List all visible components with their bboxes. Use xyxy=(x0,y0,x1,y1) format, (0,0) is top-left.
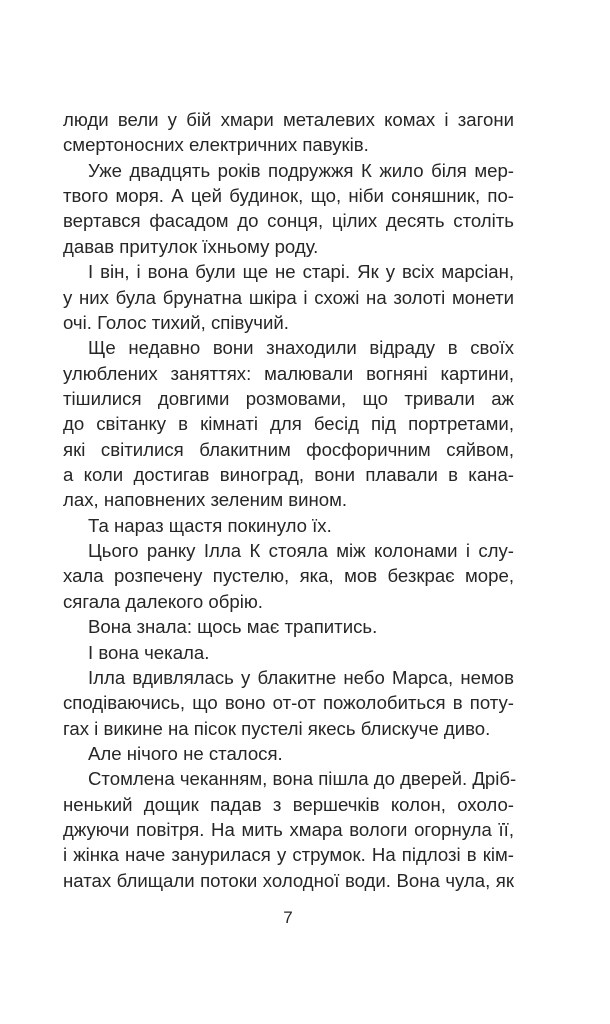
paragraph xyxy=(63,766,517,893)
paragraph xyxy=(63,513,514,538)
text-line: хала розпечену пустелю, яка, мов безкрає море, xyxy=(63,565,514,587)
page-body-text xyxy=(63,107,517,893)
text-line: ненький дощик падав з вершечків колон, охоло- xyxy=(63,793,514,815)
page-number: 7 xyxy=(283,908,293,927)
text-line: і жінка наче занурилася у струмок. На підлозі в кім- xyxy=(63,844,514,866)
text-line: у них була брунатна шкіра і схожі на золоті монети xyxy=(63,286,514,308)
text-line: Ще недавно вони знаходили відраду в своїх xyxy=(88,337,514,359)
paragraph xyxy=(63,665,514,741)
text-line: лах, наповнених зеленим вином. xyxy=(63,489,348,511)
text-line: до світанку в кімнаті для бесід під портретами, xyxy=(63,413,514,435)
paragraph xyxy=(63,614,514,639)
paragraph xyxy=(63,335,514,513)
paragraph xyxy=(63,158,514,259)
text-line: давав притулок їхньому роду. xyxy=(63,235,319,257)
paragraph xyxy=(63,538,514,614)
text-line: Вона знала: щось має трапитись. xyxy=(88,616,378,638)
text-line: Ілла вдивлялась у блакитне небо Марса, немов xyxy=(88,666,514,688)
text-line: Та нараз щастя покинуло їх. xyxy=(88,514,332,536)
text-line: улюблених заняттях: малювали вогняні картини, xyxy=(63,362,514,384)
text-line: гах і викине на пісок пустелі якесь блискуче диво. xyxy=(63,717,491,739)
text-line: джуючи повітря. На мить хмара вологи огорнула її, xyxy=(63,819,514,841)
text-line: натах блищали потоки холодної води. Вона чула, як xyxy=(63,869,514,891)
text-line: Уже двадцять років подружжя К жило біля мер- xyxy=(88,159,514,181)
text-line: вертався фасадом до сонця, цілих десять століть xyxy=(63,210,514,232)
text-line: сподіваючись, що воно от-от пожолобиться в поту- xyxy=(63,692,514,714)
text-line: тішилися довгими розмовами, що тривали аж xyxy=(63,387,514,409)
text-line: І вона чекала. xyxy=(88,641,210,663)
text-line: люди вели у бій хмари металевих комах і загони xyxy=(63,109,514,130)
text-line: очі. Голос тихий, співучий. xyxy=(63,311,289,333)
paragraph xyxy=(63,741,514,766)
paragraph xyxy=(63,107,514,158)
text-line: смертоносних електричних павуків. xyxy=(63,134,369,156)
text-line: твого моря. А цей будинок, що, ніби соняшник, по- xyxy=(63,185,514,207)
text-line: І він, і вона були ще не старі. Як у всіх марсіан, xyxy=(88,261,514,283)
text-line: Але нічого не сталося. xyxy=(88,742,283,764)
text-line: Стомлена чеканням, вона пішла до дверей. Дріб- xyxy=(88,768,517,790)
text-line: сягала далекого обрію. xyxy=(63,590,263,612)
text-line: які світилися блакитним фосфоричним сяйвом, xyxy=(63,438,514,460)
text-line: Цього ранку Ілла К стояла між колонами і слу- xyxy=(88,540,514,562)
text-line: а коли достигав виноград, вони плавали в кана- xyxy=(63,464,514,486)
paragraph xyxy=(63,259,514,335)
paragraph xyxy=(63,640,514,665)
